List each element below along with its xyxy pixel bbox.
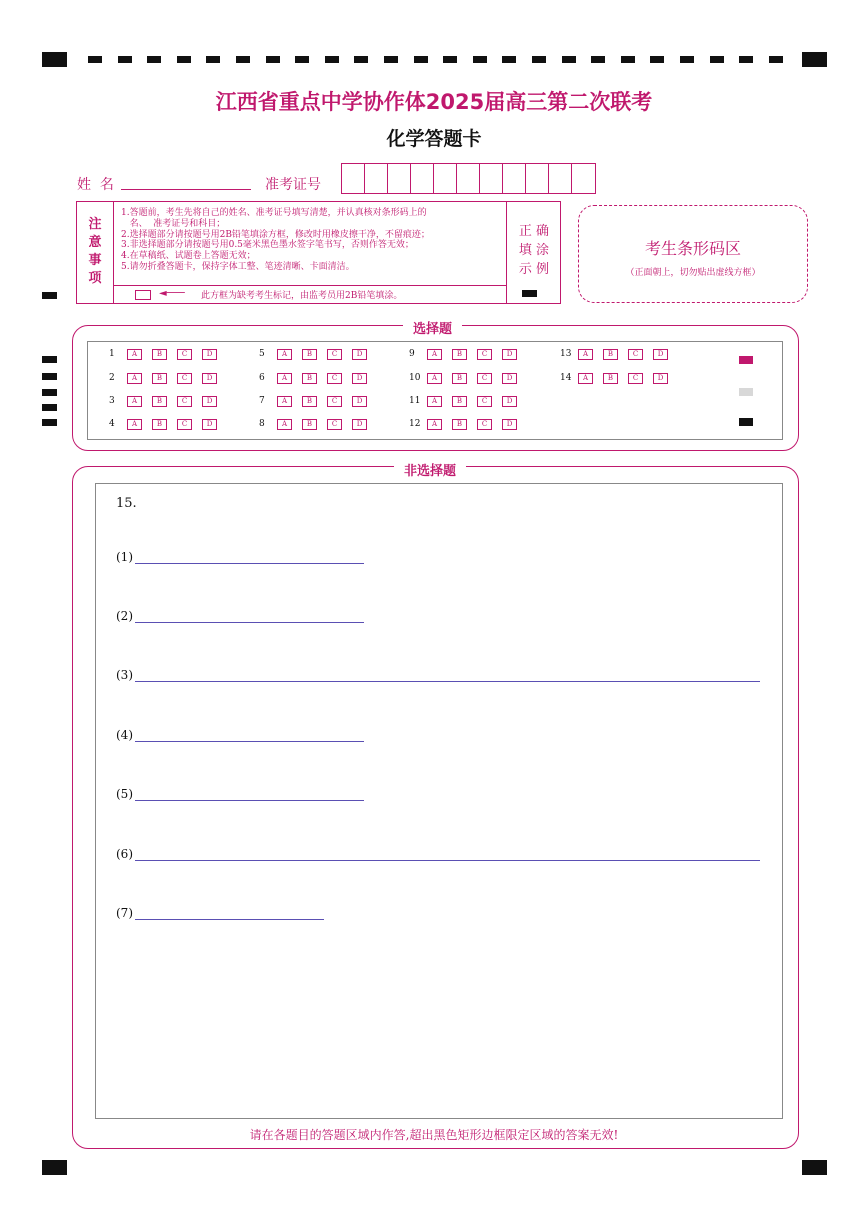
question-number: 7 — [259, 396, 265, 406]
option-bubble[interactable]: A — [277, 419, 292, 430]
part-label: (2) — [116, 609, 133, 623]
filled-example-mark — [522, 290, 537, 297]
side-mark — [42, 389, 57, 396]
part-label: (7) — [116, 906, 133, 920]
option-bubble[interactable]: C — [477, 373, 492, 384]
part-label: (6) — [116, 847, 133, 861]
question-number: 8 — [259, 419, 265, 429]
timing-dash — [147, 56, 161, 63]
timing-dash — [354, 56, 368, 63]
part-label: (3) — [116, 668, 133, 682]
timing-dash — [295, 56, 309, 63]
option-bubble[interactable]: B — [452, 373, 467, 384]
option-bubble[interactable]: A — [427, 373, 442, 384]
option-bubble[interactable]: D — [653, 349, 668, 360]
answer-line[interactable] — [135, 919, 324, 920]
option-bubble[interactable]: C — [177, 419, 192, 430]
exam-id-cell[interactable] — [434, 164, 457, 193]
option-bubble[interactable]: D — [202, 419, 217, 430]
exam-id-cell[interactable] — [457, 164, 480, 193]
choice-question — [409, 372, 527, 384]
option-bubble[interactable]: A — [578, 349, 593, 360]
exam-id-cell[interactable] — [411, 164, 434, 193]
notice-item: 3.非选择题部分请按题号用0.5毫米黑色墨水签字笔书写，否则作答无效； — [121, 240, 414, 251]
timing-dash — [443, 56, 457, 63]
timing-dash — [206, 56, 220, 63]
option-bubble[interactable]: A — [127, 396, 142, 407]
nonchoice-heading: 非选择题 — [394, 460, 466, 479]
question-number: 2 — [109, 373, 115, 383]
choice-question — [560, 372, 678, 384]
timing-dash — [739, 56, 753, 63]
fill-example-label: 填 涂 — [518, 243, 550, 258]
notice-item: 2.选择题部分请按题号用2B铅笔填涂方框，修改时用橡皮擦干净，不留痕迹； — [121, 229, 430, 240]
question-number: 5 — [259, 349, 265, 359]
arrow-left-icon: ◄─── — [159, 288, 185, 299]
absent-mark-row — [113, 285, 507, 304]
option-bubble[interactable]: C — [327, 373, 342, 384]
option-bubble[interactable]: A — [427, 349, 442, 360]
timing-dash — [177, 56, 191, 63]
corner-mark-top-right — [802, 52, 827, 67]
answer-line[interactable] — [135, 741, 364, 742]
calibration-mark-black — [739, 418, 753, 426]
option-bubble[interactable]: D — [502, 419, 517, 430]
notice-heading-char: 项 — [88, 271, 102, 286]
option-bubble[interactable]: C — [327, 349, 342, 360]
side-mark — [42, 356, 57, 363]
choice-question — [109, 348, 227, 360]
option-bubble[interactable]: A — [127, 373, 142, 384]
option-bubble[interactable]: B — [452, 419, 467, 430]
option-bubble[interactable]: A — [277, 349, 292, 360]
option-bubble[interactable]: C — [628, 373, 643, 384]
question-number: 3 — [109, 396, 115, 406]
option-bubble[interactable]: C — [177, 396, 192, 407]
choice-question — [259, 348, 377, 360]
option-bubble[interactable]: B — [452, 349, 467, 360]
timing-dash — [384, 56, 398, 63]
option-bubble[interactable]: C — [327, 419, 342, 430]
answer-line[interactable] — [135, 800, 364, 801]
question-number: 11 — [409, 396, 421, 406]
option-bubble[interactable]: B — [152, 419, 167, 430]
option-bubble[interactable]: C — [327, 396, 342, 407]
option-bubble[interactable]: C — [177, 349, 192, 360]
option-bubble[interactable]: D — [502, 373, 517, 384]
choice-question — [109, 395, 227, 407]
notice-box — [76, 201, 561, 304]
option-bubble[interactable]: C — [628, 349, 643, 360]
option-bubble[interactable]: D — [352, 373, 367, 384]
option-bubble[interactable]: C — [477, 349, 492, 360]
timing-dash — [118, 56, 132, 63]
option-bubble[interactable]: D — [653, 373, 668, 384]
timing-dash — [473, 56, 487, 63]
option-bubble[interactable]: B — [152, 373, 167, 384]
timing-dash — [325, 56, 339, 63]
notice-heading — [77, 202, 114, 303]
exam-id-cell[interactable] — [365, 164, 388, 193]
absent-note: 此方框为缺考考生标记，由监考员用2B铅笔填涂。 — [201, 291, 403, 301]
option-bubble[interactable]: D — [352, 349, 367, 360]
option-bubble[interactable]: A — [427, 396, 442, 407]
option-bubble[interactable]: B — [302, 373, 317, 384]
question-number: 6 — [259, 373, 265, 383]
timing-dash — [769, 56, 783, 63]
option-bubble[interactable]: B — [302, 419, 317, 430]
option-bubble[interactable]: D — [502, 396, 517, 407]
timing-dash — [591, 56, 605, 63]
fill-example — [506, 202, 561, 303]
choice-question — [109, 372, 227, 384]
option-bubble[interactable]: B — [152, 349, 167, 360]
answer-line[interactable] — [135, 563, 364, 564]
question-number: 1 — [109, 349, 115, 359]
answer-area[interactable] — [95, 483, 783, 1119]
option-bubble[interactable]: C — [477, 396, 492, 407]
choice-question — [409, 395, 527, 407]
calibration-mark-gray — [739, 388, 753, 396]
fill-example-label: 示 例 — [518, 262, 550, 277]
exam-id-cell[interactable] — [388, 164, 411, 193]
timing-dash — [532, 56, 546, 63]
question-number: 15. — [116, 496, 137, 511]
choice-question — [109, 418, 227, 430]
exam-id-cell[interactable] — [572, 164, 595, 193]
side-mark — [42, 419, 57, 426]
choice-heading: 选择题 — [403, 318, 462, 337]
page-subtitle: 化学答题卡 — [386, 128, 482, 150]
exam-id-cell[interactable] — [480, 164, 503, 193]
option-bubble[interactable]: A — [578, 373, 593, 384]
question-number: 12 — [409, 419, 421, 429]
option-bubble[interactable]: A — [427, 419, 442, 430]
exam-id-cell[interactable] — [526, 164, 549, 193]
option-bubble[interactable]: B — [603, 349, 618, 360]
choice-question — [560, 348, 678, 360]
timing-dash — [562, 56, 576, 63]
option-bubble[interactable]: C — [477, 419, 492, 430]
question-number: 14 — [560, 373, 572, 383]
absent-checkbox[interactable] — [135, 290, 151, 300]
notice-heading-char: 注 — [88, 217, 102, 232]
side-mark — [42, 404, 57, 411]
name-label: 姓 名 — [77, 177, 114, 193]
timing-dash — [680, 56, 694, 63]
name-field[interactable] — [121, 174, 251, 190]
timing-dash — [236, 56, 250, 63]
exam-id-grid[interactable] — [341, 163, 596, 194]
choice-question — [259, 418, 377, 430]
notice-item: 名、 准考证号和科目； — [121, 218, 226, 229]
timing-dash — [266, 56, 280, 63]
exam-id-label: 准考证号 — [265, 177, 321, 193]
option-bubble[interactable]: B — [603, 373, 618, 384]
barcode-note: （正面朝上，切勿贴出虚线方框） — [625, 268, 761, 278]
option-bubble[interactable]: B — [302, 349, 317, 360]
side-mark — [42, 292, 57, 299]
answer-line[interactable] — [135, 860, 760, 861]
answer-line[interactable] — [135, 622, 364, 623]
option-bubble[interactable]: C — [177, 373, 192, 384]
choice-question — [259, 395, 377, 407]
option-bubble[interactable]: B — [302, 396, 317, 407]
option-bubble[interactable]: D — [202, 349, 217, 360]
question-number: 4 — [109, 419, 115, 429]
question-number: 13 — [560, 349, 572, 359]
corner-mark-top-left — [42, 52, 67, 67]
corner-mark-bottom-left — [42, 1160, 67, 1175]
choice-question — [409, 348, 527, 360]
timing-dash — [88, 56, 102, 63]
timing-dash — [650, 56, 664, 63]
part-label: (1) — [116, 550, 133, 564]
exam-id-cell[interactable] — [549, 164, 572, 193]
timing-dash — [502, 56, 516, 63]
option-bubble[interactable]: D — [202, 373, 217, 384]
option-bubble[interactable]: A — [127, 419, 142, 430]
option-bubble[interactable]: B — [152, 396, 167, 407]
notice-item: 1.答题前，考生先将自己的姓名、准考证号填写清楚，并认真核对条形码上的 — [121, 208, 427, 218]
question-number: 10 — [409, 373, 421, 383]
answer-line[interactable] — [135, 681, 760, 682]
option-bubble[interactable]: D — [202, 396, 217, 407]
footer-note: 请在各题目的答题区域内作答,超出黑色矩形边框限定区域的答案无效! — [249, 1128, 619, 1142]
timing-dash — [710, 56, 724, 63]
notice-item: 5.请勿折叠答题卡，保持字体工整、笔迹清晰、卡面清洁。 — [121, 261, 355, 272]
side-mark — [42, 373, 57, 380]
option-bubble[interactable]: A — [277, 373, 292, 384]
calibration-mark-magenta — [739, 356, 753, 364]
timing-dash — [621, 56, 635, 63]
barcode-title: 考生条形码区 — [644, 239, 741, 258]
part-label: (4) — [116, 728, 133, 742]
option-bubble[interactable]: B — [452, 396, 467, 407]
choice-question — [259, 372, 377, 384]
option-bubble[interactable]: D — [352, 396, 367, 407]
exam-id-cell[interactable] — [342, 164, 365, 193]
fill-example-label: 正 确 — [518, 224, 550, 239]
part-label: (5) — [116, 787, 133, 801]
corner-mark-bottom-right — [802, 1160, 827, 1175]
option-bubble[interactable]: A — [127, 349, 142, 360]
notice-heading-char: 意 — [88, 235, 102, 250]
notice-item: 4.在草稿纸、试题卷上答题无效； — [121, 251, 256, 262]
timing-dash — [414, 56, 428, 63]
option-bubble[interactable]: A — [277, 396, 292, 407]
question-number: 9 — [409, 349, 415, 359]
option-bubble[interactable]: D — [352, 419, 367, 430]
exam-id-cell[interactable] — [503, 164, 526, 193]
notice-list — [121, 208, 506, 273]
option-bubble[interactable]: D — [502, 349, 517, 360]
barcode-area — [578, 205, 808, 303]
notice-heading-char: 事 — [88, 253, 102, 268]
page-title: 江西省重点中学协作体2025届高三第二次联考 — [215, 90, 653, 114]
choice-question — [409, 418, 527, 430]
